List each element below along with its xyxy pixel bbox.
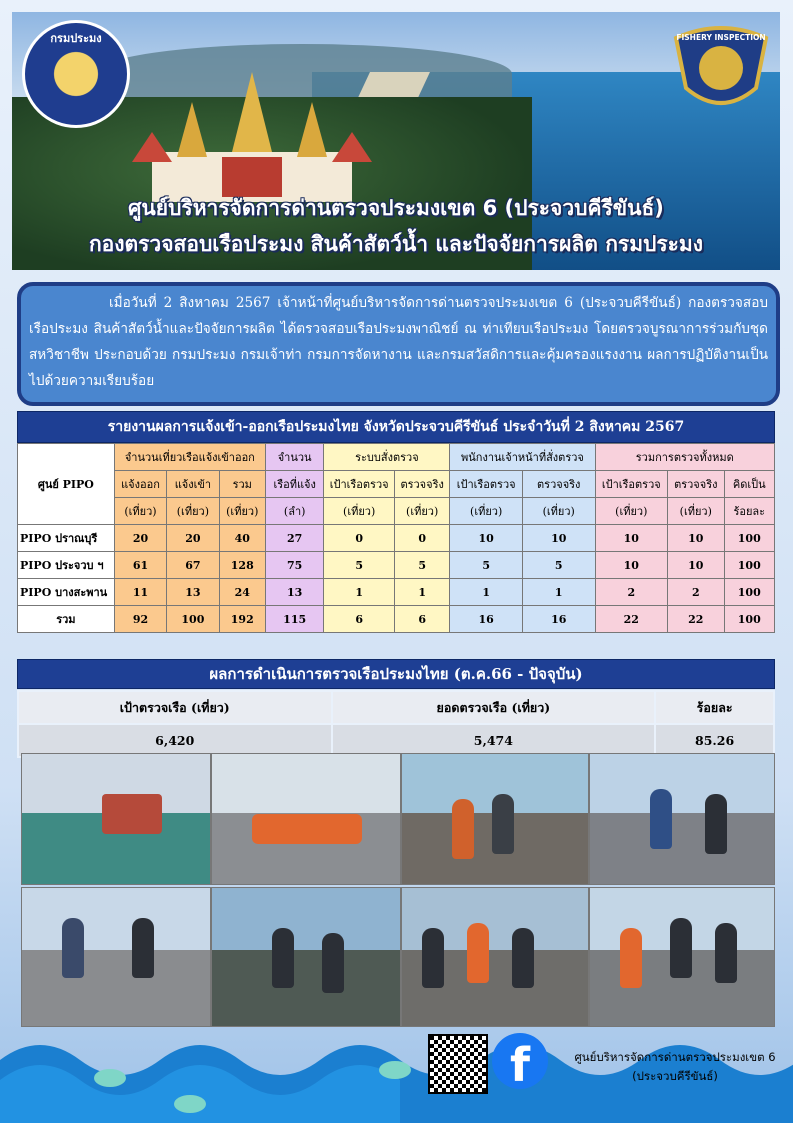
table-cell: 192 xyxy=(219,606,265,633)
unit-trip: (เที่ยว) xyxy=(114,498,166,525)
sub-actual-b: ตรวจจริง xyxy=(522,471,595,498)
row-center-name: PIPO ปราณบุรี xyxy=(18,525,115,552)
group-trips-header: จำนวนเที่ยวเรือแจ้งเข้าออก xyxy=(114,444,265,471)
sub-boats: เรือที่แจ้ง xyxy=(265,471,323,498)
table-cell: 75 xyxy=(265,552,323,579)
facebook-icon[interactable]: f xyxy=(492,1033,548,1089)
table-cell: 6 xyxy=(324,606,395,633)
center-header: ศูนย์ PIPO xyxy=(18,444,115,525)
table-cell: 10 xyxy=(595,525,668,552)
table-cell: 1 xyxy=(450,579,523,606)
table-cell: 92 xyxy=(114,606,166,633)
table-cell: 100 xyxy=(724,579,775,606)
table-cell: 115 xyxy=(265,606,323,633)
department-of-fisheries-seal: กรมประมง xyxy=(22,20,130,128)
table-cell: 67 xyxy=(167,552,219,579)
unit-trip: (เที่ยว) xyxy=(595,498,668,525)
table-cell: 100 xyxy=(724,552,775,579)
table-cell: 10 xyxy=(668,552,724,579)
group-count-header: จำนวน xyxy=(265,444,323,471)
table-cell: 5 xyxy=(324,552,395,579)
table-cell: 22 xyxy=(668,606,724,633)
results-value-actual: 5,474 xyxy=(332,724,656,757)
table-cell: 128 xyxy=(219,552,265,579)
table-cell: 61 xyxy=(114,552,166,579)
table-cell: 13 xyxy=(167,579,219,606)
table-cell: 0 xyxy=(324,525,395,552)
table-cell: 10 xyxy=(522,525,595,552)
footer-contact xyxy=(560,1048,790,1086)
table-cell: 1 xyxy=(394,579,449,606)
table-cell: 40 xyxy=(219,525,265,552)
footer-line1: ศูนย์บริหารจัดการด่านตรวจประมงเขต 6 xyxy=(574,1050,776,1064)
table-cell: 5 xyxy=(394,552,449,579)
table-cell: 1 xyxy=(522,579,595,606)
table-row xyxy=(18,552,775,579)
table-row xyxy=(18,606,775,633)
report-table-title: รายงานผลการแจ้งเข้า-ออกเรือประมงไทย จังหวัดประจวบคีรีขันธ์ ประจำวันที่ 2 สิงหาคม 2567 xyxy=(17,411,775,443)
photo-pier-inspection xyxy=(401,753,589,885)
photo-fishing-boat xyxy=(21,753,211,885)
group-officer-header: พนักงานเจ้าหน้าที่สั่งตรวจ xyxy=(450,444,595,471)
table-cell: 1 xyxy=(324,579,395,606)
table-cell: 10 xyxy=(668,525,724,552)
table-row xyxy=(18,579,775,606)
table-cell: 16 xyxy=(522,606,595,633)
table-cell: 2 xyxy=(595,579,668,606)
table-cell: 100 xyxy=(724,606,775,633)
group-total-header: รวมการตรวจทั้งหมด xyxy=(595,444,775,471)
unit-trip: (เที่ยว) xyxy=(167,498,219,525)
table-cell: 5 xyxy=(450,552,523,579)
results-value-percent: 85.26 xyxy=(655,724,774,757)
sub-target-c: เป้าเรือตรวจ xyxy=(595,471,668,498)
sub-target: เป้าเรือตรวจ xyxy=(324,471,395,498)
unit-trip: (เที่ยว) xyxy=(324,498,395,525)
qr-code[interactable] xyxy=(428,1034,488,1094)
table-cell: 6 xyxy=(394,606,449,633)
unit-boat: (ลำ) xyxy=(265,498,323,525)
row-center-name: รวม xyxy=(18,606,115,633)
fishery-inspection-logo xyxy=(666,18,776,118)
table-cell: 5 xyxy=(522,552,595,579)
table-cell: 20 xyxy=(114,525,166,552)
table-cell: 100 xyxy=(167,606,219,633)
unit-trip: (เที่ยว) xyxy=(450,498,523,525)
table-cell: 100 xyxy=(724,525,775,552)
table-cell: 24 xyxy=(219,579,265,606)
table-row xyxy=(18,525,775,552)
photo-document-check xyxy=(21,887,211,1027)
fishery-inspection-label: FISHERY INSPECTION xyxy=(676,33,766,42)
unit-trip: (เที่ยว) xyxy=(522,498,595,525)
table-cell: 11 xyxy=(114,579,166,606)
summary-box xyxy=(17,282,780,406)
group-system-header: ระบบสั่งตรวจ xyxy=(324,444,450,471)
table-cell: 10 xyxy=(450,525,523,552)
table-cell: 13 xyxy=(265,579,323,606)
sub-target-b: เป้าเรือตรวจ xyxy=(450,471,523,498)
sub-sum: รวม xyxy=(219,471,265,498)
row-center-name: PIPO ประจวบ ฯ xyxy=(18,552,115,579)
results-header-percent: ร้อยละ xyxy=(655,691,774,724)
sub-in: แจ้งเข้า xyxy=(167,471,219,498)
results-header-actual: ยอดตรวจเรือ (เที่ยว) xyxy=(332,691,656,724)
photo-officers-documents xyxy=(589,753,775,885)
unit-trip: (เที่ยว) xyxy=(394,498,449,525)
sub-pct: คิดเป็น xyxy=(724,471,775,498)
sub-out: แจ้งออก xyxy=(114,471,166,498)
table-cell: 20 xyxy=(167,525,219,552)
table-cell: 22 xyxy=(595,606,668,633)
table-cell: 2 xyxy=(668,579,724,606)
summary-text: เมื่อวันที่ 2 สิงหาคม 2567 เจ้าหน้าที่ศูนย์บริหารจัดการด่านตรวจประมงเขต 6 (ประจวบคีรีขันธ์) กองตรวจสอบเรือประมง สินค้าสัตว์น้ำและปัจจัยการผลิต ได้ตรวจสอบเรือประมงพาณิชย์ ณ ท่าเทียบเรือประมง โดยตรวจบูรณาการร่วมกับชุดสหวิชาชีพ ประกอบด้วย กรมประมง กรมเจ้าท่า กรมการจัดหางาน และกรมสวัสดิการและคุ้มครองแรงงาน ผลการปฏิบัติงานเป็นไปด้วยความเรียบร้อย xyxy=(29,295,768,389)
unit-pct: ร้อยละ xyxy=(724,498,775,525)
unit-trip: (เที่ยว) xyxy=(219,498,265,525)
temple-illustration xyxy=(132,72,372,212)
table-cell: 0 xyxy=(394,525,449,552)
footer-line2: (ประจวบคีรีขันธ์) xyxy=(632,1069,718,1083)
header-title-line1: ศูนย์บริหารจัดการด่านตรวจประมงเขต 6 (ประจวบคีรีขันธ์) xyxy=(128,196,664,220)
table-cell: 27 xyxy=(265,525,323,552)
unit-trip: (เที่ยว) xyxy=(668,498,724,525)
table-cell: 10 xyxy=(595,552,668,579)
photo-boat-deck-inspection xyxy=(211,887,401,1027)
results-header-target: เป้าตรวจเรือ (เที่ยว) xyxy=(18,691,332,724)
photo-crew-lifejackets xyxy=(401,887,589,1027)
report-table xyxy=(17,443,775,633)
photo-crew-group xyxy=(211,753,401,885)
sub-actual: ตรวจจริง xyxy=(394,471,449,498)
results-table xyxy=(17,690,775,758)
results-value-target: 6,420 xyxy=(18,724,332,757)
row-center-name: PIPO บางสะพาน xyxy=(18,579,115,606)
sub-actual-c: ตรวจจริง xyxy=(668,471,724,498)
table-cell: 16 xyxy=(450,606,523,633)
header-title-line2: กองตรวจสอบเรือประมง สินค้าสัตว์น้ำ และปัจจัยการผลิต กรมประมง xyxy=(88,232,704,256)
photo-officers-recording xyxy=(589,887,775,1027)
results-title: ผลการดำเนินการตรวจเรือประมงไทย (ต.ค.66 - ปัจจุบัน) xyxy=(17,659,775,689)
